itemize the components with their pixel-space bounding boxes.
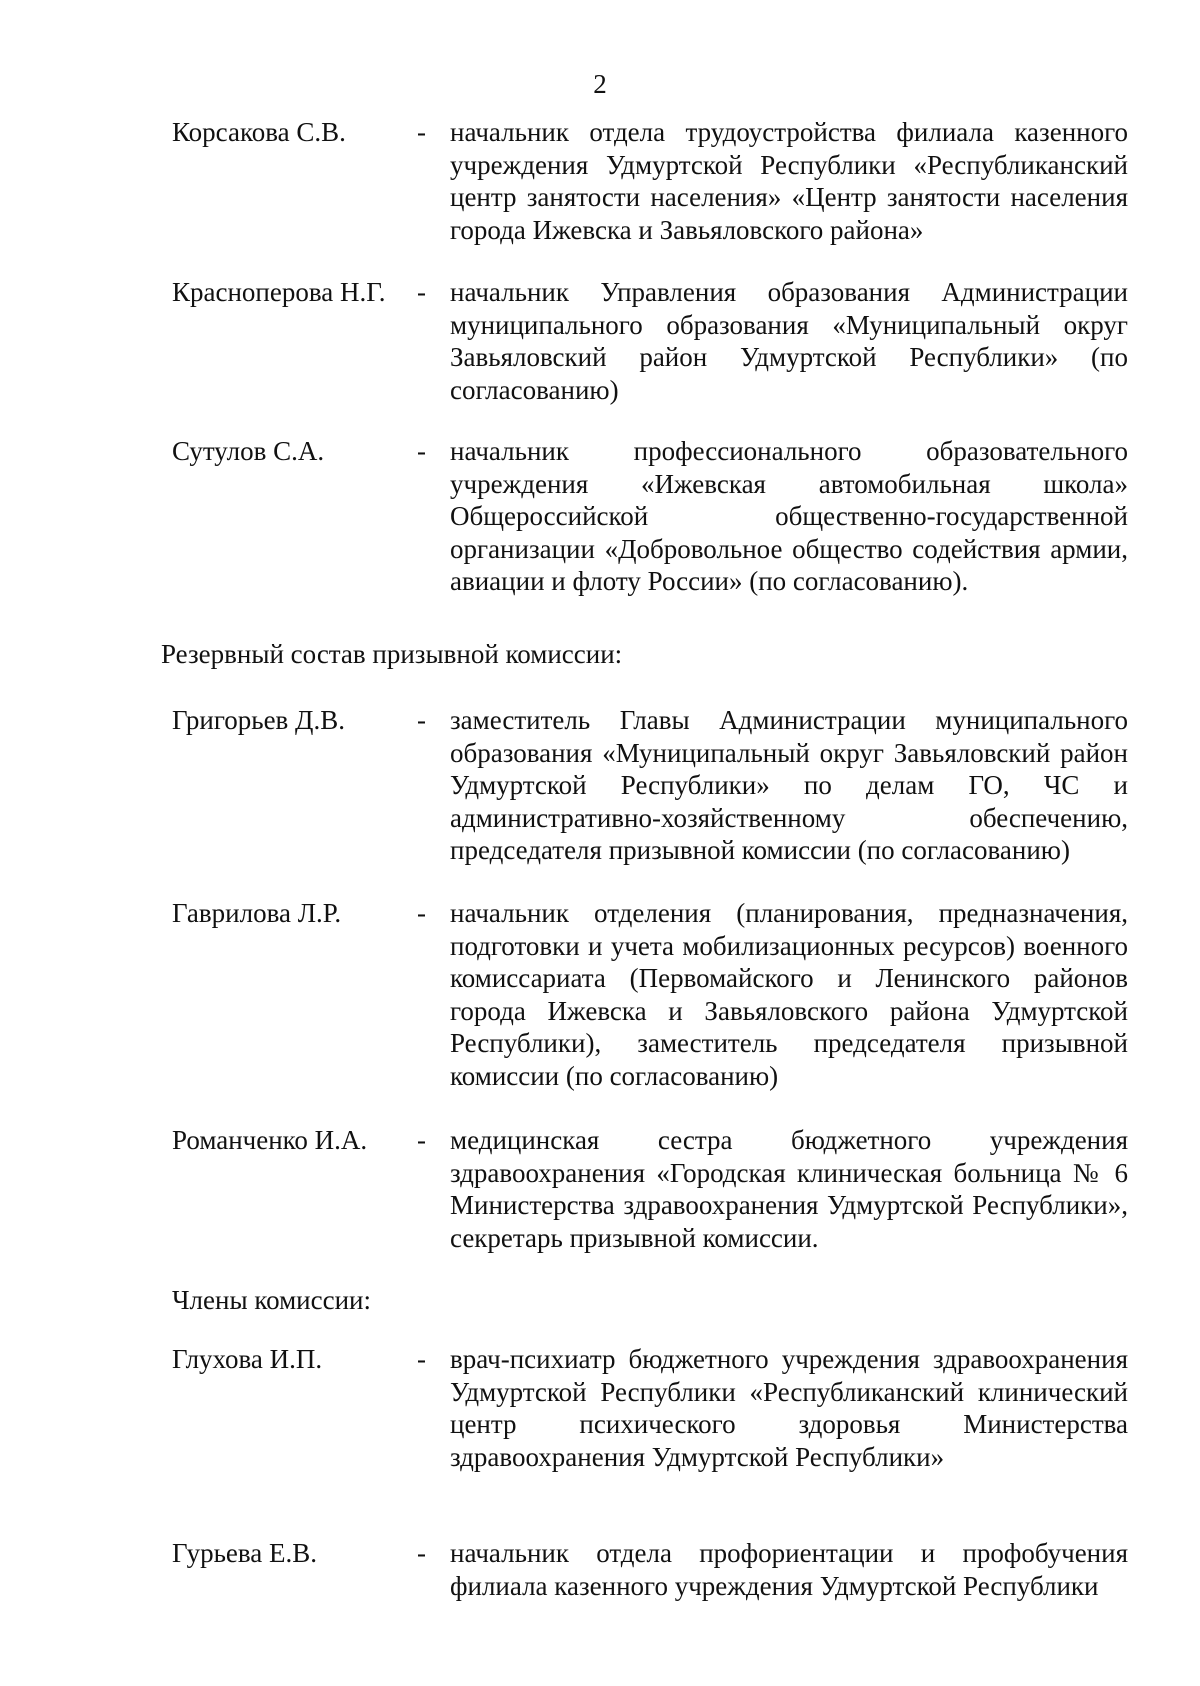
member-name: Корсакова С.В. bbox=[172, 117, 346, 147]
member-position: начальник отделения (планирования, предназначения, подготовки и учета мобилизационных ресурсов) военного комиссариата (Первомайского и Ленинского районов города Ижевска и Завьяловского района Удмуртской Республики), заместитель председателя призывной комиссии (по согласованию) bbox=[450, 898, 1128, 1091]
commission-entry bbox=[0, 276, 1200, 406]
commission-entry bbox=[0, 1343, 1200, 1473]
commission-entry bbox=[0, 435, 1200, 598]
member-name: Глухова И.П. bbox=[172, 1344, 323, 1374]
dash-separator: - bbox=[417, 1538, 426, 1568]
dash-separator: - bbox=[417, 277, 426, 307]
dash-separator: - bbox=[417, 705, 426, 735]
commission-entry bbox=[0, 1537, 1200, 1602]
commission-entry bbox=[0, 897, 1200, 1093]
dash-separator: - bbox=[417, 1125, 426, 1155]
dash-separator: - bbox=[417, 117, 426, 147]
member-position: заместитель Главы Администрации муниципального образования «Муниципальный округ Завьяловский район Удмуртской Республики» по делам ГО, ЧС и административно-хозяйственному обеспечению, председателя призывной комиссии (по согласованию) bbox=[450, 705, 1128, 866]
reserve-section-heading: Резервный состав призывной комиссии: bbox=[161, 639, 623, 669]
member-name: Романченко И.А. bbox=[172, 1125, 368, 1155]
member-position: начальник Управления образования Администрации муниципального образования «Муниципальный округ Завьяловский район Удмуртской Республики» (по согласованию) bbox=[450, 277, 1128, 405]
member-position: начальник профессионального образовательного учреждения «Ижевская автомобильная школа» Общероссийской общественно-государственной организации «Добровольное общество содействия армии, авиации и флоту России» (по согласованию). bbox=[450, 436, 1128, 597]
members-section-heading: Члены комиссии: bbox=[172, 1285, 371, 1315]
member-name: Сутулов С.А. bbox=[172, 436, 325, 466]
member-name: Гаврилова Л.Р. bbox=[172, 898, 342, 928]
member-position: медицинская сестра бюджетного учреждения здравоохранения «Городская клиническая больница № 6 Министерства здравоохранения Удмуртской Республики», секретарь призывной комиссии. bbox=[450, 1125, 1128, 1253]
member-name: Гурьева Е.В. bbox=[172, 1538, 318, 1568]
dash-separator: - bbox=[417, 898, 426, 928]
member-position: начальник отдела трудоустройства филиала казенного учреждения Удмуртской Республики «Республиканский центр занятости населения» «Центр занятости населения города Ижевска и Завьяловского района» bbox=[450, 117, 1128, 245]
commission-entry bbox=[0, 704, 1200, 867]
dash-separator: - bbox=[417, 1344, 426, 1374]
member-name: Красноперова Н.Г. bbox=[172, 277, 386, 307]
member-position: врач-психиатр бюджетного учреждения здравоохранения Удмуртской Республики «Республиканский клинический центр психического здоровья Министерства здравоохранения Удмуртской Республики» bbox=[450, 1344, 1128, 1472]
commission-entry bbox=[0, 116, 1200, 246]
page-number: 2 bbox=[593, 69, 607, 99]
member-name: Григорьев Д.В. bbox=[172, 705, 345, 735]
dash-separator: - bbox=[417, 436, 426, 466]
commission-entry bbox=[0, 1124, 1200, 1254]
member-position: начальник отдела профориентации и профобучения филиала казенного учреждения Удмуртской Республики bbox=[450, 1538, 1128, 1601]
